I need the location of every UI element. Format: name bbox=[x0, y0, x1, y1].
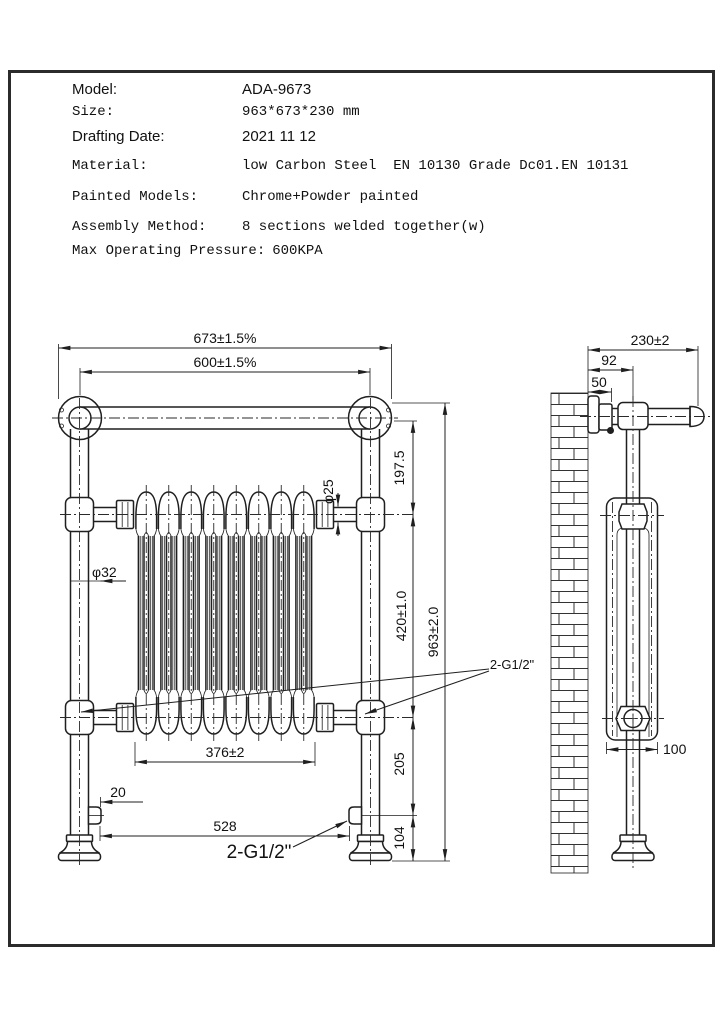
front-view bbox=[52, 397, 416, 869]
label-side-connections: 2-G1/2" bbox=[489, 657, 535, 672]
spec-label: Drafting Date: bbox=[72, 128, 165, 145]
spec-label: Painted Models: bbox=[72, 189, 199, 205]
towel-rail-and-flanges bbox=[52, 397, 398, 440]
spec-value: Chrome+Powder painted bbox=[242, 189, 419, 205]
air-vent-dot bbox=[607, 427, 614, 434]
side-view bbox=[551, 393, 712, 873]
dim-rail-tube-diameter: φ25 bbox=[320, 479, 336, 504]
spec-value: ADA-9673 bbox=[242, 81, 312, 98]
dim-top-section: 197.5 bbox=[391, 450, 407, 486]
dim-overall-depth: 230±2 bbox=[630, 332, 670, 348]
label-bottom-connections: 2-G1/2" bbox=[226, 842, 292, 863]
dim-wall-to-pipe-center: 92 bbox=[601, 352, 617, 368]
dim-rail-length: 600±1.5% bbox=[193, 354, 257, 370]
radiator-sections bbox=[136, 485, 314, 741]
spec-label: Max Operating Pressure: bbox=[72, 243, 266, 259]
dim-radiator-width: 376±2 bbox=[205, 744, 245, 760]
tee-collars bbox=[66, 498, 385, 735]
wall-bracket bbox=[588, 396, 612, 433]
dim-valve-height: 104 bbox=[391, 826, 407, 850]
spec-label: Material: bbox=[72, 158, 148, 174]
dim-pipe-diameter: φ32 bbox=[92, 564, 117, 580]
pipe-feet bbox=[59, 835, 392, 861]
spec-value: 963*673*230 mm bbox=[242, 104, 360, 120]
spec-value: low Carbon Steel EN 10130 Grade Dc01.EN 10131 bbox=[242, 158, 629, 174]
spec-value: 600KPA bbox=[272, 243, 323, 259]
dim-valve-spacing: 528 bbox=[213, 818, 237, 834]
dim-lower-section: 205 bbox=[391, 752, 407, 776]
spec-value: 2021 11 12 bbox=[242, 128, 316, 145]
dim-overall-width: 673±1.5% bbox=[193, 330, 257, 346]
dim-wall-to-bracket: 50 bbox=[591, 374, 607, 390]
spec-label: Size: bbox=[72, 104, 115, 120]
spec-value: 8 sections welded together(w) bbox=[242, 219, 486, 235]
dim-radiator-height: 420±1.0 bbox=[393, 590, 409, 642]
dim-valve-offset: 20 bbox=[110, 784, 126, 800]
brick-wall bbox=[551, 393, 588, 873]
side-radiator-column bbox=[607, 498, 658, 740]
spec-label: Model: bbox=[72, 81, 118, 98]
dim-overall-height: 963±2.0 bbox=[425, 606, 441, 658]
spec-label: Assembly Method: bbox=[72, 219, 207, 235]
dim-radiator-depth: 100 bbox=[663, 741, 687, 757]
